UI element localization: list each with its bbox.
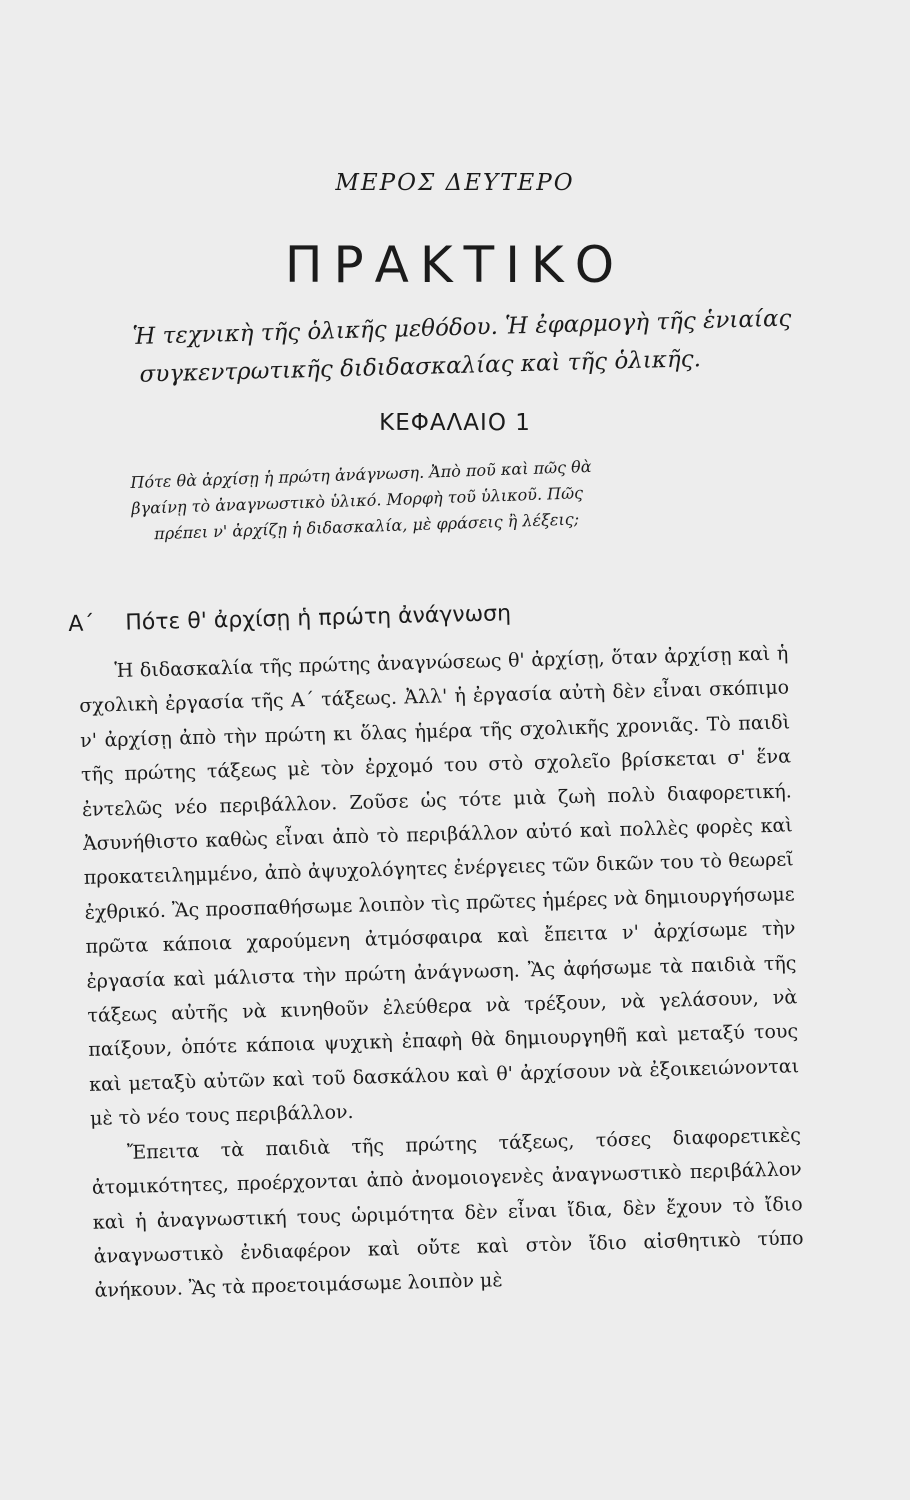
section-heading xyxy=(68,593,828,637)
subtitle xyxy=(132,299,814,394)
main-title: ΠΡΑΚΤΙΚΟ xyxy=(284,236,626,294)
subtitle-line-1: Ἡ τεχνικὴ τῆς ὁλικῆς μεθόδου. Ἡ ἐφαρμογὴ τῆς ἑνιαίας xyxy=(132,305,792,350)
subtitle-line-2: συγκεντρωτικῆς διδιδασκαλίας καὶ τῆς ὁλικῆς. xyxy=(139,346,702,388)
chapter-label: ΚΕΦΑΛΑΙΟ 1 xyxy=(379,410,531,436)
chapter-summary-line-3: πρέπει ν' ἀρχίζῃ ἡ διδασκαλία, μὲ φράσεις ἢ λέξεις; xyxy=(153,509,580,544)
section-title: Πότε θ' ἀρχίσῃ ἡ πρώτη ἀνάγνωση xyxy=(124,601,512,636)
chapter-summary-line-2: βγαίνῃ τὸ ἀναγνωστικὸ ὑλικό. Μορφὴ τοῦ ὑλικοῦ. Πῶς xyxy=(131,483,584,518)
chapter-summary xyxy=(130,448,772,548)
paragraph: Ἔπειτα τὰ παιδιὰ τῆς πρώτης τάξεως, τόσες διαφορετικὲς ἀτομικότητες, προέρχονται ἀπὸ ἀνομοιογενὲς ἀναγνωστικὸ περιβάλλον καὶ ἡ ἀναγνωστική τους ὡριμότητα δὲν εἶναι ἴδια, δὲν ἔχουν τὸ ἴδιο ἀναγνωστικὸ ἐνδιαφέρον καὶ οὔτε καὶ στὸν ἴδιο αἰσθητικὸ τύπο ἀνήκουν. Ἂς τὰ προετοιμάσωμε λοιπὸν μὲ xyxy=(91,1123,804,1303)
paragraph: Ἡ διδασκαλία τῆς πρώτης ἀναγνώσεως θ' ἀρχίσῃ, ὅταν ἀρχίσῃ καὶ ἡ σχολικὴ ἐργασία τῆς Α΄ τάξεως. Ἀλλ' ἡ ἐργασία αὐτὴ δὲν εἶναι σκόπιμο ν' ἀρχίσῃ ἀπὸ τὴν πρώτη κι ὅλας ἡμέρα τῆς σχολικῆς χρονιᾶς. Τὸ παιδὶ τῆς πρώτης τάξεως μὲ τὸν ἐρχομό του στὸ σχολεῖο βρίσκεται σ' ἕνα ἐντελῶς νέο περιβάλλον. Ζοῦσε ὡς τότε μιὰ ζωὴ πολὺ διαφορετική. Ἀσυνήθιστο καθὼς εἶναι ἀπὸ τὸ περιβάλλον αὐτό καὶ πολλὲς φορὲς καὶ προκατειλημμένο, ἀπὸ ἀψυχολόγητες ἐνέργειες τῶν δικῶν του τὸ θεωρεῖ ἐχθρικό. Ἂς προσπαθήσωμε λοιπὸν τὶς πρῶτες ἡμέρες νὰ δημιουργήσωμε πρῶτα κάποια χαρούμενη ἀτμόσφαιρα καὶ ἔπειτα ν' ἀρχίσωμε τὴν ἐργασία καὶ μάλιστα τὴν πρώτη ἀνάγνωση. Ἂς ἀφήσωμε τὰ παιδιὰ τῆς τάξεως αὐτῆς νὰ κινηθοῦν ἐλεύθερα νὰ τρέξουν, νὰ γελάσουν, νὰ παίξουν, ὁπότε κάποια ψυχικὴ ἐπαφὴ θὰ δημιουργηθῆ καὶ μεταξύ τους καὶ μεταξὺ αὐτῶν καὶ τοῦ δασκάλου καὶ θ' ἀρχίσουν νὰ ἐξοικειώνονται μὲ τὸ νέο τους περιβάλλον. xyxy=(79,642,800,1131)
part-title: ΜΕΡΟΣ ΔΕΥΤΕΡΟ xyxy=(335,170,575,196)
section-letter: Α΄ xyxy=(68,611,95,637)
chapter-summary-line-1: Πότε θὰ ἀρχίσῃ ἡ πρώτη ἀνάγνωση. Ἀπὸ ποῦ καὶ πῶς θὰ xyxy=(130,456,592,492)
body-text xyxy=(78,636,805,1308)
